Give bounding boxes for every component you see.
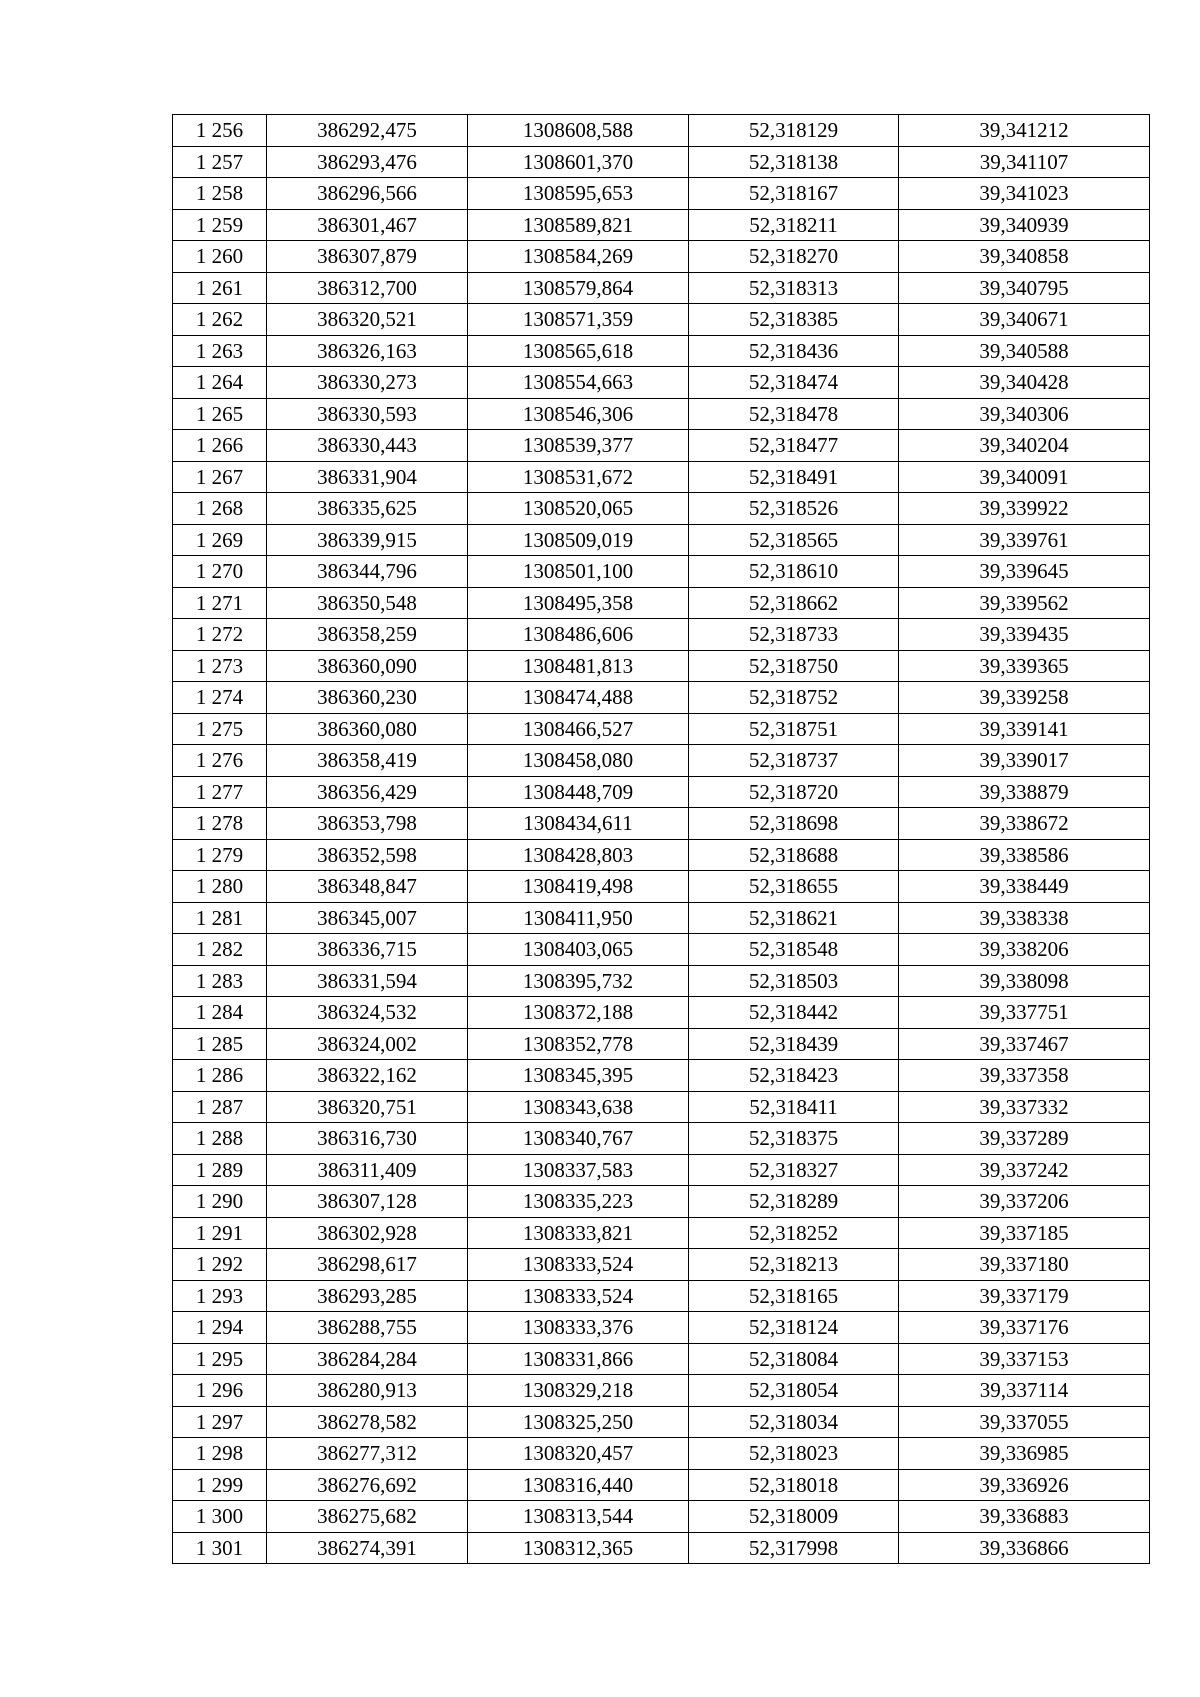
latitude-cell: 52,318211 [689,209,899,241]
latitude-cell: 52,318138 [689,146,899,178]
point-number-cell: 1 269 [173,524,267,556]
latitude-cell: 52,318411 [689,1091,899,1123]
x-coordinate-cell: 386352,598 [267,839,468,871]
latitude-cell: 52,317998 [689,1532,899,1564]
latitude-cell: 52,318252 [689,1217,899,1249]
longitude-cell: 39,340306 [899,398,1150,430]
point-number-cell: 1 278 [173,808,267,840]
longitude-cell: 39,337179 [899,1280,1150,1312]
table-row [173,808,1150,840]
point-number-cell: 1 263 [173,335,267,367]
y-coordinate-cell: 1308340,767 [468,1123,689,1155]
table-row [173,1312,1150,1344]
table-row [173,430,1150,462]
latitude-cell: 52,318503 [689,965,899,997]
y-coordinate-cell: 1308608,588 [468,115,689,147]
x-coordinate-cell: 386274,391 [267,1532,468,1564]
point-number-cell: 1 270 [173,556,267,588]
point-number-cell: 1 271 [173,587,267,619]
latitude-cell: 52,318478 [689,398,899,430]
y-coordinate-cell: 1308352,778 [468,1028,689,1060]
table-row [173,1217,1150,1249]
longitude-cell: 39,337242 [899,1154,1150,1186]
latitude-cell: 52,318165 [689,1280,899,1312]
latitude-cell: 52,318737 [689,745,899,777]
x-coordinate-cell: 386276,692 [267,1469,468,1501]
x-coordinate-cell: 386350,548 [267,587,468,619]
table-row [173,115,1150,147]
table-row [173,556,1150,588]
point-number-cell: 1 298 [173,1438,267,1470]
longitude-cell: 39,339645 [899,556,1150,588]
y-coordinate-cell: 1308333,821 [468,1217,689,1249]
longitude-cell: 39,338586 [899,839,1150,871]
point-number-cell: 1 295 [173,1343,267,1375]
y-coordinate-cell: 1308520,065 [468,493,689,525]
longitude-cell: 39,336985 [899,1438,1150,1470]
point-number-cell: 1 264 [173,367,267,399]
x-coordinate-cell: 386358,259 [267,619,468,651]
table-row [173,1532,1150,1564]
longitude-cell: 39,340795 [899,272,1150,304]
x-coordinate-cell: 386320,521 [267,304,468,336]
point-number-cell: 1 268 [173,493,267,525]
y-coordinate-cell: 1308320,457 [468,1438,689,1470]
latitude-cell: 52,318009 [689,1501,899,1533]
x-coordinate-cell: 386275,682 [267,1501,468,1533]
table-row [173,1154,1150,1186]
table-row [173,1343,1150,1375]
point-number-cell: 1 256 [173,115,267,147]
longitude-cell: 39,336883 [899,1501,1150,1533]
latitude-cell: 52,318750 [689,650,899,682]
x-coordinate-cell: 386324,002 [267,1028,468,1060]
latitude-cell: 52,318054 [689,1375,899,1407]
x-coordinate-cell: 386278,582 [267,1406,468,1438]
y-coordinate-cell: 1308474,488 [468,682,689,714]
table-row [173,209,1150,241]
table-row [173,965,1150,997]
y-coordinate-cell: 1308395,732 [468,965,689,997]
y-coordinate-cell: 1308531,672 [468,461,689,493]
longitude-cell: 39,339922 [899,493,1150,525]
latitude-cell: 52,318018 [689,1469,899,1501]
longitude-cell: 39,341107 [899,146,1150,178]
y-coordinate-cell: 1308458,080 [468,745,689,777]
x-coordinate-cell: 386360,230 [267,682,468,714]
y-coordinate-cell: 1308333,524 [468,1249,689,1281]
y-coordinate-cell: 1308466,527 [468,713,689,745]
table-row [173,146,1150,178]
y-coordinate-cell: 1308546,306 [468,398,689,430]
latitude-cell: 52,318124 [689,1312,899,1344]
x-coordinate-cell: 386344,796 [267,556,468,588]
y-coordinate-cell: 1308313,544 [468,1501,689,1533]
x-coordinate-cell: 386316,730 [267,1123,468,1155]
latitude-cell: 52,318167 [689,178,899,210]
y-coordinate-cell: 1308312,365 [468,1532,689,1564]
longitude-cell: 39,339761 [899,524,1150,556]
point-number-cell: 1 291 [173,1217,267,1249]
coordinates-table-body [173,115,1150,1564]
latitude-cell: 52,318565 [689,524,899,556]
table-row [173,367,1150,399]
latitude-cell: 52,318491 [689,461,899,493]
x-coordinate-cell: 386331,904 [267,461,468,493]
point-number-cell: 1 272 [173,619,267,651]
point-number-cell: 1 299 [173,1469,267,1501]
longitude-cell: 39,341212 [899,115,1150,147]
point-number-cell: 1 275 [173,713,267,745]
table-row [173,304,1150,336]
longitude-cell: 39,338449 [899,871,1150,903]
longitude-cell: 39,339141 [899,713,1150,745]
longitude-cell: 39,341023 [899,178,1150,210]
y-coordinate-cell: 1308509,019 [468,524,689,556]
y-coordinate-cell: 1308337,583 [468,1154,689,1186]
x-coordinate-cell: 386292,475 [267,115,468,147]
y-coordinate-cell: 1308539,377 [468,430,689,462]
y-coordinate-cell: 1308495,358 [468,587,689,619]
y-coordinate-cell: 1308448,709 [468,776,689,808]
latitude-cell: 52,318474 [689,367,899,399]
x-coordinate-cell: 386339,915 [267,524,468,556]
x-coordinate-cell: 386307,879 [267,241,468,273]
point-number-cell: 1 283 [173,965,267,997]
table-row [173,1028,1150,1060]
longitude-cell: 39,340939 [899,209,1150,241]
point-number-cell: 1 297 [173,1406,267,1438]
x-coordinate-cell: 386330,273 [267,367,468,399]
latitude-cell: 52,318548 [689,934,899,966]
latitude-cell: 52,318655 [689,871,899,903]
longitude-cell: 39,337153 [899,1343,1150,1375]
table-row [173,745,1150,777]
table-row [173,461,1150,493]
latitude-cell: 52,318289 [689,1186,899,1218]
longitude-cell: 39,337055 [899,1406,1150,1438]
latitude-cell: 52,318526 [689,493,899,525]
point-number-cell: 1 281 [173,902,267,934]
y-coordinate-cell: 1308571,359 [468,304,689,336]
latitude-cell: 52,318129 [689,115,899,147]
latitude-cell: 52,318385 [689,304,899,336]
table-row [173,1186,1150,1218]
x-coordinate-cell: 386326,163 [267,335,468,367]
x-coordinate-cell: 386356,429 [267,776,468,808]
x-coordinate-cell: 386322,162 [267,1060,468,1092]
x-coordinate-cell: 386277,312 [267,1438,468,1470]
table-row [173,997,1150,1029]
y-coordinate-cell: 1308501,100 [468,556,689,588]
point-number-cell: 1 261 [173,272,267,304]
longitude-cell: 39,336926 [899,1469,1150,1501]
table-row [173,524,1150,556]
table-row [173,493,1150,525]
y-coordinate-cell: 1308331,866 [468,1343,689,1375]
latitude-cell: 52,318436 [689,335,899,367]
point-number-cell: 1 276 [173,745,267,777]
y-coordinate-cell: 1308372,188 [468,997,689,1029]
latitude-cell: 52,318023 [689,1438,899,1470]
point-number-cell: 1 266 [173,430,267,462]
longitude-cell: 39,337185 [899,1217,1150,1249]
x-coordinate-cell: 386360,090 [267,650,468,682]
point-number-cell: 1 288 [173,1123,267,1155]
y-coordinate-cell: 1308403,065 [468,934,689,966]
longitude-cell: 39,337206 [899,1186,1150,1218]
point-number-cell: 1 282 [173,934,267,966]
latitude-cell: 52,318477 [689,430,899,462]
x-coordinate-cell: 386358,419 [267,745,468,777]
table-row [173,1123,1150,1155]
point-number-cell: 1 280 [173,871,267,903]
point-number-cell: 1 284 [173,997,267,1029]
longitude-cell: 39,337332 [899,1091,1150,1123]
table-row [173,1280,1150,1312]
y-coordinate-cell: 1308335,223 [468,1186,689,1218]
point-number-cell: 1 296 [173,1375,267,1407]
point-number-cell: 1 258 [173,178,267,210]
table-row [173,272,1150,304]
latitude-cell: 52,318034 [689,1406,899,1438]
table-row [173,1469,1150,1501]
point-number-cell: 1 259 [173,209,267,241]
longitude-cell: 39,338098 [899,965,1150,997]
x-coordinate-cell: 386312,700 [267,272,468,304]
latitude-cell: 52,318270 [689,241,899,273]
x-coordinate-cell: 386298,617 [267,1249,468,1281]
x-coordinate-cell: 386348,847 [267,871,468,903]
y-coordinate-cell: 1308343,638 [468,1091,689,1123]
x-coordinate-cell: 386311,409 [267,1154,468,1186]
latitude-cell: 52,318751 [689,713,899,745]
x-coordinate-cell: 386331,594 [267,965,468,997]
y-coordinate-cell: 1308589,821 [468,209,689,241]
latitude-cell: 52,318213 [689,1249,899,1281]
x-coordinate-cell: 386296,566 [267,178,468,210]
longitude-cell: 39,339365 [899,650,1150,682]
x-coordinate-cell: 386301,467 [267,209,468,241]
longitude-cell: 39,339435 [899,619,1150,651]
longitude-cell: 39,340428 [899,367,1150,399]
longitude-cell: 39,338206 [899,934,1150,966]
longitude-cell: 39,337751 [899,997,1150,1029]
point-number-cell: 1 286 [173,1060,267,1092]
table-row [173,335,1150,367]
table-row [173,1375,1150,1407]
x-coordinate-cell: 386280,913 [267,1375,468,1407]
table-row [173,776,1150,808]
table-row [173,682,1150,714]
point-number-cell: 1 265 [173,398,267,430]
longitude-cell: 39,337467 [899,1028,1150,1060]
point-number-cell: 1 300 [173,1501,267,1533]
x-coordinate-cell: 386302,928 [267,1217,468,1249]
longitude-cell: 39,337114 [899,1375,1150,1407]
y-coordinate-cell: 1308419,498 [468,871,689,903]
longitude-cell: 39,338879 [899,776,1150,808]
longitude-cell: 39,337180 [899,1249,1150,1281]
x-coordinate-cell: 386335,625 [267,493,468,525]
point-number-cell: 1 267 [173,461,267,493]
point-number-cell: 1 293 [173,1280,267,1312]
y-coordinate-cell: 1308316,440 [468,1469,689,1501]
table-row [173,1501,1150,1533]
x-coordinate-cell: 386360,080 [267,713,468,745]
latitude-cell: 52,318688 [689,839,899,871]
table-row [173,1249,1150,1281]
latitude-cell: 52,318439 [689,1028,899,1060]
point-number-cell: 1 285 [173,1028,267,1060]
latitude-cell: 52,318733 [689,619,899,651]
y-coordinate-cell: 1308481,813 [468,650,689,682]
table-row [173,241,1150,273]
point-number-cell: 1 274 [173,682,267,714]
table-row [173,713,1150,745]
point-number-cell: 1 260 [173,241,267,273]
x-coordinate-cell: 386345,007 [267,902,468,934]
point-number-cell: 1 287 [173,1091,267,1123]
latitude-cell: 52,318698 [689,808,899,840]
longitude-cell: 39,340858 [899,241,1150,273]
table-row [173,178,1150,210]
coordinates-table [172,114,1150,1564]
longitude-cell: 39,340204 [899,430,1150,462]
y-coordinate-cell: 1308595,653 [468,178,689,210]
table-row [173,398,1150,430]
point-number-cell: 1 257 [173,146,267,178]
point-number-cell: 1 289 [173,1154,267,1186]
latitude-cell: 52,318621 [689,902,899,934]
x-coordinate-cell: 386288,755 [267,1312,468,1344]
table-row [173,902,1150,934]
longitude-cell: 39,336866 [899,1532,1150,1564]
latitude-cell: 52,318327 [689,1154,899,1186]
latitude-cell: 52,318720 [689,776,899,808]
y-coordinate-cell: 1308565,618 [468,335,689,367]
longitude-cell: 39,337289 [899,1123,1150,1155]
latitude-cell: 52,318423 [689,1060,899,1092]
x-coordinate-cell: 386293,476 [267,146,468,178]
longitude-cell: 39,337176 [899,1312,1150,1344]
y-coordinate-cell: 1308345,395 [468,1060,689,1092]
x-coordinate-cell: 386330,443 [267,430,468,462]
latitude-cell: 52,318752 [689,682,899,714]
longitude-cell: 39,340091 [899,461,1150,493]
longitude-cell: 39,337358 [899,1060,1150,1092]
table-row [173,1438,1150,1470]
point-number-cell: 1 301 [173,1532,267,1564]
point-number-cell: 1 290 [173,1186,267,1218]
longitude-cell: 39,340671 [899,304,1150,336]
longitude-cell: 39,339017 [899,745,1150,777]
point-number-cell: 1 262 [173,304,267,336]
x-coordinate-cell: 386336,715 [267,934,468,966]
longitude-cell: 39,338338 [899,902,1150,934]
table-row [173,650,1150,682]
y-coordinate-cell: 1308329,218 [468,1375,689,1407]
latitude-cell: 52,318084 [689,1343,899,1375]
y-coordinate-cell: 1308601,370 [468,146,689,178]
table-row [173,871,1150,903]
point-number-cell: 1 292 [173,1249,267,1281]
y-coordinate-cell: 1308584,269 [468,241,689,273]
table-row [173,587,1150,619]
x-coordinate-cell: 386324,532 [267,997,468,1029]
y-coordinate-cell: 1308554,663 [468,367,689,399]
latitude-cell: 52,318610 [689,556,899,588]
y-coordinate-cell: 1308579,864 [468,272,689,304]
point-number-cell: 1 277 [173,776,267,808]
longitude-cell: 39,340588 [899,335,1150,367]
x-coordinate-cell: 386293,285 [267,1280,468,1312]
table-row [173,1406,1150,1438]
x-coordinate-cell: 386320,751 [267,1091,468,1123]
table-row [173,934,1150,966]
y-coordinate-cell: 1308434,611 [468,808,689,840]
longitude-cell: 39,338672 [899,808,1150,840]
table-row [173,1060,1150,1092]
latitude-cell: 52,318662 [689,587,899,619]
point-number-cell: 1 273 [173,650,267,682]
latitude-cell: 52,318313 [689,272,899,304]
point-number-cell: 1 294 [173,1312,267,1344]
point-number-cell: 1 279 [173,839,267,871]
y-coordinate-cell: 1308333,376 [468,1312,689,1344]
table-row [173,1091,1150,1123]
y-coordinate-cell: 1308428,803 [468,839,689,871]
y-coordinate-cell: 1308325,250 [468,1406,689,1438]
longitude-cell: 39,339562 [899,587,1150,619]
latitude-cell: 52,318375 [689,1123,899,1155]
x-coordinate-cell: 386307,128 [267,1186,468,1218]
y-coordinate-cell: 1308486,606 [468,619,689,651]
latitude-cell: 52,318442 [689,997,899,1029]
y-coordinate-cell: 1308333,524 [468,1280,689,1312]
x-coordinate-cell: 386330,593 [267,398,468,430]
longitude-cell: 39,339258 [899,682,1150,714]
table-row [173,839,1150,871]
x-coordinate-cell: 386284,284 [267,1343,468,1375]
x-coordinate-cell: 386353,798 [267,808,468,840]
y-coordinate-cell: 1308411,950 [468,902,689,934]
table-row [173,619,1150,651]
